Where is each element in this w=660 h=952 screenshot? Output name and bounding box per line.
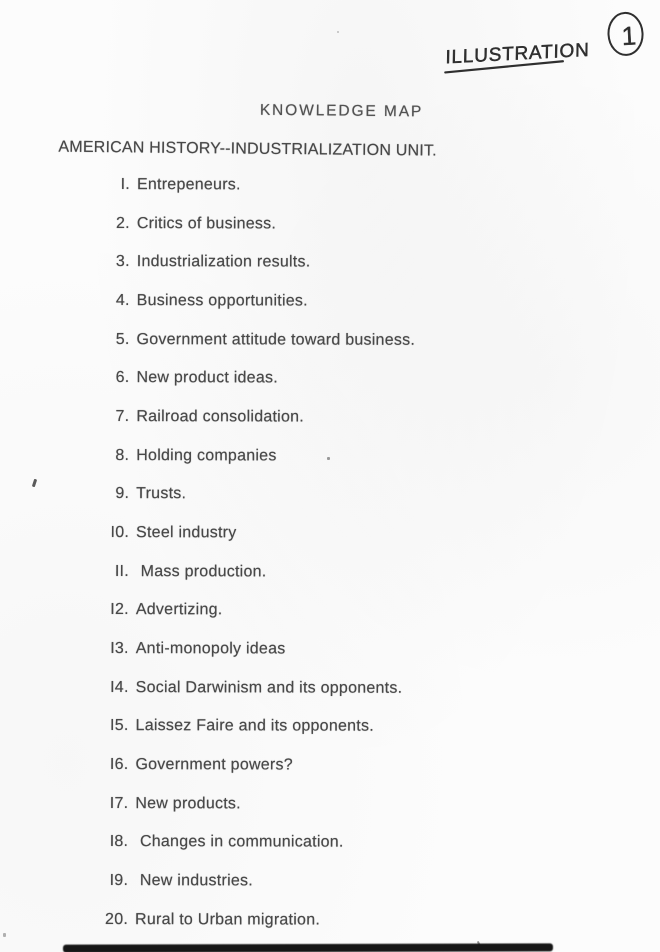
item-label: New industries. bbox=[135, 872, 254, 890]
list-item bbox=[102, 872, 622, 912]
list-item bbox=[103, 563, 623, 603]
item-label: Industrialization results. bbox=[136, 253, 311, 271]
item-number: 8. bbox=[115, 446, 130, 464]
item-number: 9. bbox=[115, 485, 130, 503]
item-label: Critics of business. bbox=[136, 214, 277, 233]
page-subtitle: AMERICAN HISTORY--INDUSTRIALIZATION UNIT. bbox=[58, 138, 437, 160]
item-label: Social Darwinism and its opponents. bbox=[135, 678, 403, 697]
item-number: 3. bbox=[115, 253, 130, 271]
item-number: 20. bbox=[105, 910, 129, 928]
item-number: 2. bbox=[116, 214, 130, 232]
scan-speck bbox=[337, 31, 339, 33]
item-number: 7. bbox=[115, 408, 130, 426]
annotation-number: 1 bbox=[620, 20, 637, 52]
list-item bbox=[104, 253, 624, 293]
item-number: 4. bbox=[115, 292, 130, 310]
item-label: New product ideas. bbox=[136, 369, 278, 387]
item-number: I6. bbox=[109, 756, 129, 774]
item-number: I0. bbox=[110, 524, 130, 542]
scan-artifact-band bbox=[63, 943, 553, 952]
list-item bbox=[102, 756, 622, 796]
list-item bbox=[104, 176, 624, 216]
list-item bbox=[103, 447, 623, 487]
item-label: Government attitude toward business. bbox=[136, 330, 416, 349]
item-number: II. bbox=[114, 562, 129, 580]
list-item bbox=[104, 292, 624, 332]
item-label: Business opportunities. bbox=[136, 292, 308, 310]
scan-speck bbox=[32, 479, 37, 488]
item-label: New products. bbox=[135, 794, 241, 813]
list-item bbox=[103, 524, 623, 564]
list-item bbox=[102, 795, 622, 835]
list-item bbox=[103, 640, 623, 680]
item-label: Laissez Faire and its opponents. bbox=[135, 717, 374, 736]
page-title: KNOWLEDGE MAP bbox=[259, 101, 424, 121]
list-item bbox=[103, 369, 623, 409]
item-number: 5. bbox=[115, 330, 130, 348]
item-label: Entrepeneurs. bbox=[136, 176, 241, 194]
item-number: 6. bbox=[115, 369, 130, 387]
item-label: Mass production. bbox=[135, 562, 267, 581]
item-number: I3. bbox=[110, 640, 129, 658]
item-label: Government powers? bbox=[135, 756, 293, 774]
annotation-word: ILLUSTRATION bbox=[445, 39, 590, 69]
list-item bbox=[103, 408, 623, 448]
scan-speck bbox=[327, 457, 330, 460]
item-label: Advertizing. bbox=[135, 601, 223, 619]
item-label: Holding companies bbox=[136, 446, 277, 465]
item-number: I9. bbox=[109, 872, 129, 890]
list-item bbox=[102, 717, 622, 757]
item-number: I5. bbox=[109, 717, 129, 735]
item-label: Rural to Urban migration. bbox=[135, 910, 321, 929]
item-label: Trusts. bbox=[136, 485, 187, 503]
list-item bbox=[103, 485, 623, 525]
scan-speck bbox=[3, 933, 6, 937]
item-label: Anti-monopoly ideas bbox=[135, 640, 286, 658]
item-label: Changes in communication. bbox=[135, 833, 344, 852]
item-number: I8. bbox=[109, 833, 129, 851]
item-label: Steel industry bbox=[136, 524, 237, 542]
list-item bbox=[102, 833, 622, 873]
item-number: I4. bbox=[110, 678, 129, 696]
list-item bbox=[103, 679, 623, 719]
item-number: I2. bbox=[110, 601, 129, 619]
list-item bbox=[103, 601, 623, 641]
item-number: I7. bbox=[109, 794, 129, 812]
handwritten-annotation bbox=[438, 8, 660, 82]
item-label: Railroad consolidation. bbox=[136, 408, 305, 426]
list-item bbox=[103, 331, 623, 371]
knowledge-map-list bbox=[102, 176, 624, 951]
item-number: I. bbox=[120, 176, 130, 194]
list-item bbox=[104, 215, 624, 255]
